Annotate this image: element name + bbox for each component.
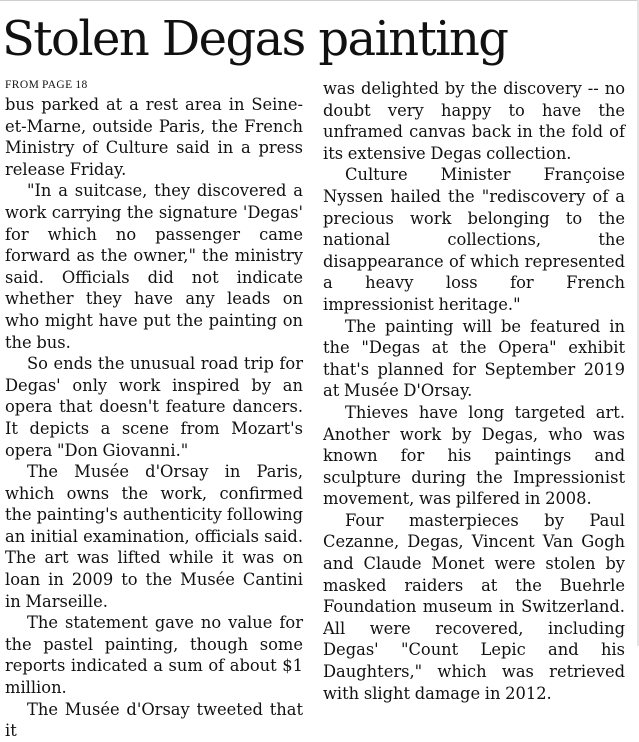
article-column-left xyxy=(5,78,303,742)
article-paragraph: Culture Minister Françoise Nyssen hailed the "rediscovery of a precious work belonging to the national collections, the disappearance of which represented a heavy loss for French impressionist heritage." xyxy=(323,165,625,314)
article-paragraph: The Musée d'Orsay tweeted that it xyxy=(5,699,303,741)
jump-line-kicker: FROM PAGE 18 xyxy=(5,79,88,91)
article-paragraph: was delighted by the discovery -- no doubt very happy to have the unframed canvas back in the fold of its extensive Degas collection. xyxy=(323,79,625,163)
article-headline: Stolen Degas painting xyxy=(2,11,508,67)
article-paragraph: The painting will be featured in the "Degas at the Opera" exhibit that's planned for September 2019 at Musée D'Orsay. xyxy=(323,316,625,401)
article-column-right xyxy=(323,78,625,704)
article-paragraph: The Musée d'Orsay in Paris, which owns the work, confirmed the painting's authenticity following an initial examination, officials said. The art was lifted while it was on loan in 2009 to the Musée Cantini in Marseille. xyxy=(5,462,303,611)
article-paragraph: Thieves have long targeted art. Another work by Degas, who was known for his paintings and sculpture during the Impressionist movement, was pilfered in 2008. xyxy=(323,402,625,509)
article-paragraph: "In a suitcase, they discovered a work carrying the signature 'Degas' for which no passenger came forward as the owner," the ministry said. Officials did not indicate whether they have any leads on who might have put the painting on the bus. xyxy=(5,181,303,352)
article-paragraph: bus parked at a rest area in Seine-et-Marne, outside Paris, the French Ministry of Culture said in a press release Friday. xyxy=(5,95,303,179)
article-paragraph: The statement gave no value for the pastel painting, though some reports indicated a sum of about $1 million. xyxy=(5,613,303,698)
article-paragraph: So ends the unusual road trip for Degas' only work inspired by an opera that doesn't feature dancers. It depicts a scene from Mozart's opera "Don Giovanni." xyxy=(5,354,303,460)
page-top-border xyxy=(0,0,639,1)
article-paragraph: Four masterpieces by Paul Cezanne, Degas, Vincent Van Gogh and Claude Monet were stolen by masked raiders at the Buehrle Foundation museum in Switzerland. All were recovered, including Degas' "Count Lepic and his Daughters," which was retrieved with slight damage in 2012. xyxy=(323,510,625,703)
